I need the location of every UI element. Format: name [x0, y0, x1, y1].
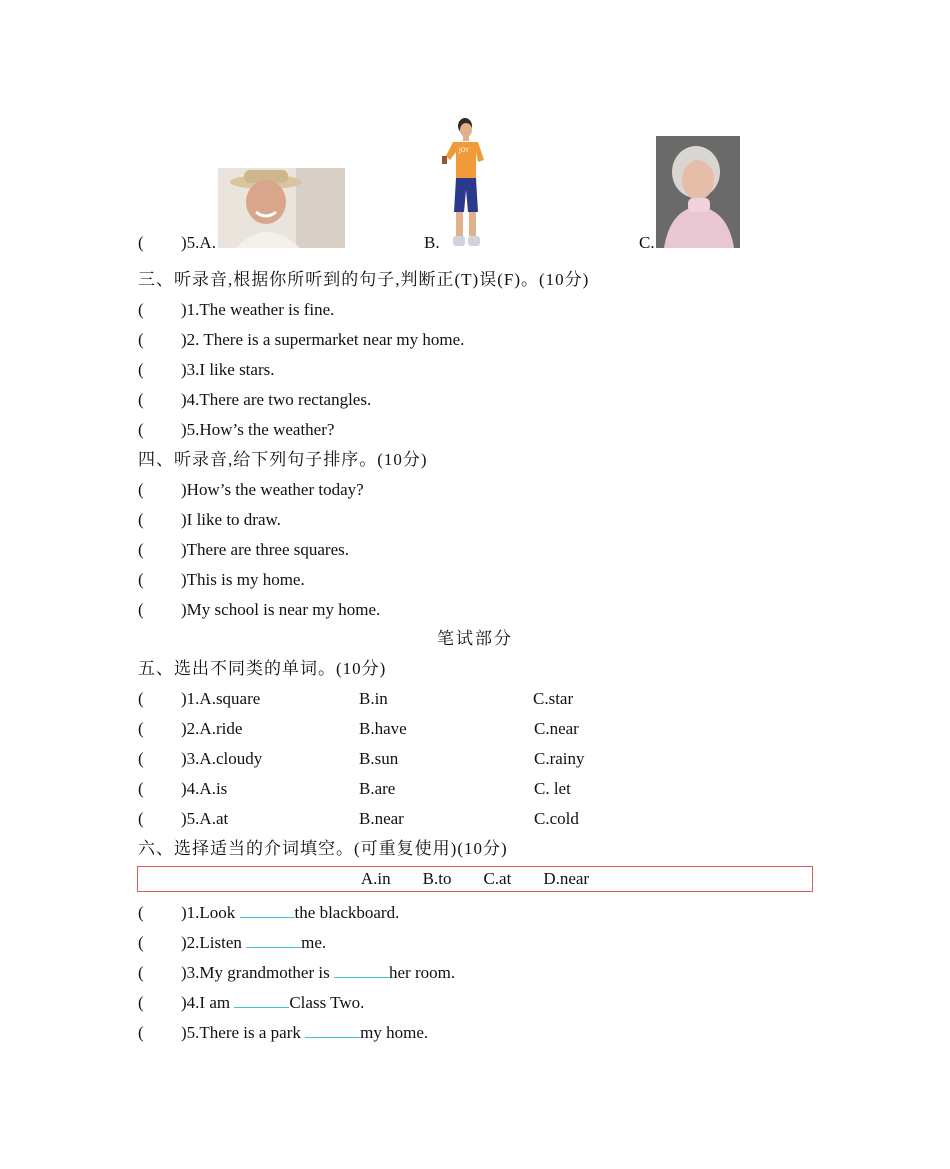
answer-paren[interactable]: (	[138, 719, 144, 738]
fill-blank[interactable]	[305, 1021, 360, 1038]
written-part-title: 笔试部分	[437, 629, 513, 648]
answer-paren[interactable]: (	[138, 300, 144, 319]
answer-paren[interactable]: (	[138, 570, 144, 589]
answer-paren[interactable]: (	[138, 933, 144, 952]
table-row: ( )1.A.square	[138, 689, 261, 708]
list-item: ( )3.My grandmother is her room.	[138, 963, 456, 982]
section5-title: 五、选出不同类的单词。(10分)	[138, 659, 387, 678]
option-c: C.near	[534, 719, 579, 738]
young-man-illustration	[438, 116, 490, 248]
option-c: C.rainy	[534, 749, 585, 768]
svg-text:JOY: JOY	[459, 147, 469, 154]
answer-paren[interactable]: (	[138, 903, 144, 922]
option-b: B.sun	[359, 749, 399, 768]
option-c: C. let	[534, 779, 571, 798]
section6-title: 六、选择适当的介词填空。(可重复使用)(10分)	[138, 839, 508, 858]
old-man-photo	[218, 168, 345, 248]
table-row: ( )2.A.ride	[138, 719, 243, 738]
word-option: C.at	[483, 869, 512, 888]
table-row: ( )4.A.is	[138, 779, 228, 798]
option-c-label: C.	[639, 233, 655, 252]
list-item: ( )5.How’s the weather?	[138, 420, 335, 439]
list-item: ( )There are three squares.	[138, 540, 350, 559]
section3-title: 三、听录音,根据你所听到的句子,判断正(T)误(F)。(10分)	[138, 270, 590, 289]
answer-paren[interactable]: (	[138, 480, 144, 499]
list-item: ( )4.I am Class Two.	[138, 993, 365, 1012]
answer-paren[interactable]: (	[138, 390, 144, 409]
q5-picture-row	[138, 233, 216, 253]
option-c: C.cold	[534, 809, 579, 828]
list-item: ( )My school is near my home.	[138, 600, 381, 619]
fill-blank[interactable]	[234, 991, 289, 1008]
word-option: D.near	[543, 869, 590, 888]
list-item: ( )1.The weather is fine.	[138, 300, 335, 319]
answer-paren[interactable]: (	[138, 993, 144, 1012]
answer-paren[interactable]: (	[138, 420, 144, 439]
answer-paren[interactable]: (	[138, 510, 144, 529]
table-row: ( )5.A.at	[138, 809, 229, 828]
option-c: C.star	[533, 689, 574, 708]
answer-paren[interactable]: (	[138, 689, 144, 708]
word-option: B.to	[422, 869, 452, 888]
answer-paren[interactable]: (	[138, 963, 144, 982]
answer-paren[interactable]: (	[138, 749, 144, 768]
fill-blank[interactable]	[334, 961, 389, 978]
answer-paren[interactable]: (	[138, 540, 144, 559]
fill-blank[interactable]	[240, 901, 295, 918]
list-item: ( )2. There is a supermarket near my home.	[138, 330, 465, 349]
word-bank-box	[137, 866, 813, 892]
answer-paren[interactable]: (	[138, 330, 144, 349]
answer-paren[interactable]: (	[138, 600, 144, 619]
section4-title: 四、听录音,给下列句子排序。(10分)	[138, 450, 428, 469]
answer-paren[interactable]: (	[138, 360, 144, 379]
answer-paren[interactable]: (	[138, 779, 144, 798]
list-item: ( )I like to draw.	[138, 510, 281, 529]
list-item: ( )4.There are two rectangles.	[138, 390, 372, 409]
answer-paren[interactable]: (	[138, 1023, 144, 1042]
old-woman-photo	[656, 136, 740, 248]
list-item: ( )How’s the weather today?	[138, 480, 364, 499]
option-b-label: B.	[424, 233, 440, 252]
option-b: B.near	[359, 809, 404, 828]
answer-paren[interactable]: (	[138, 809, 144, 828]
list-item: ( )This is my home.	[138, 570, 305, 589]
option-a-label: )5.A.	[181, 233, 216, 252]
option-b: B.have	[359, 719, 407, 738]
list-item: ( )1.Look the blackboard.	[138, 903, 400, 922]
option-b: B.in	[359, 689, 388, 708]
list-item: ( )2.Listen me.	[138, 933, 327, 952]
fill-blank[interactable]	[246, 931, 301, 948]
option-b: B.are	[359, 779, 396, 798]
list-item: ( )3.I like stars.	[138, 360, 275, 379]
word-option: A.in	[360, 869, 391, 888]
table-row: ( )3.A.cloudy	[138, 749, 263, 768]
list-item: ( )5.There is a park my home.	[138, 1023, 429, 1042]
answer-paren[interactable]: (	[138, 233, 144, 252]
